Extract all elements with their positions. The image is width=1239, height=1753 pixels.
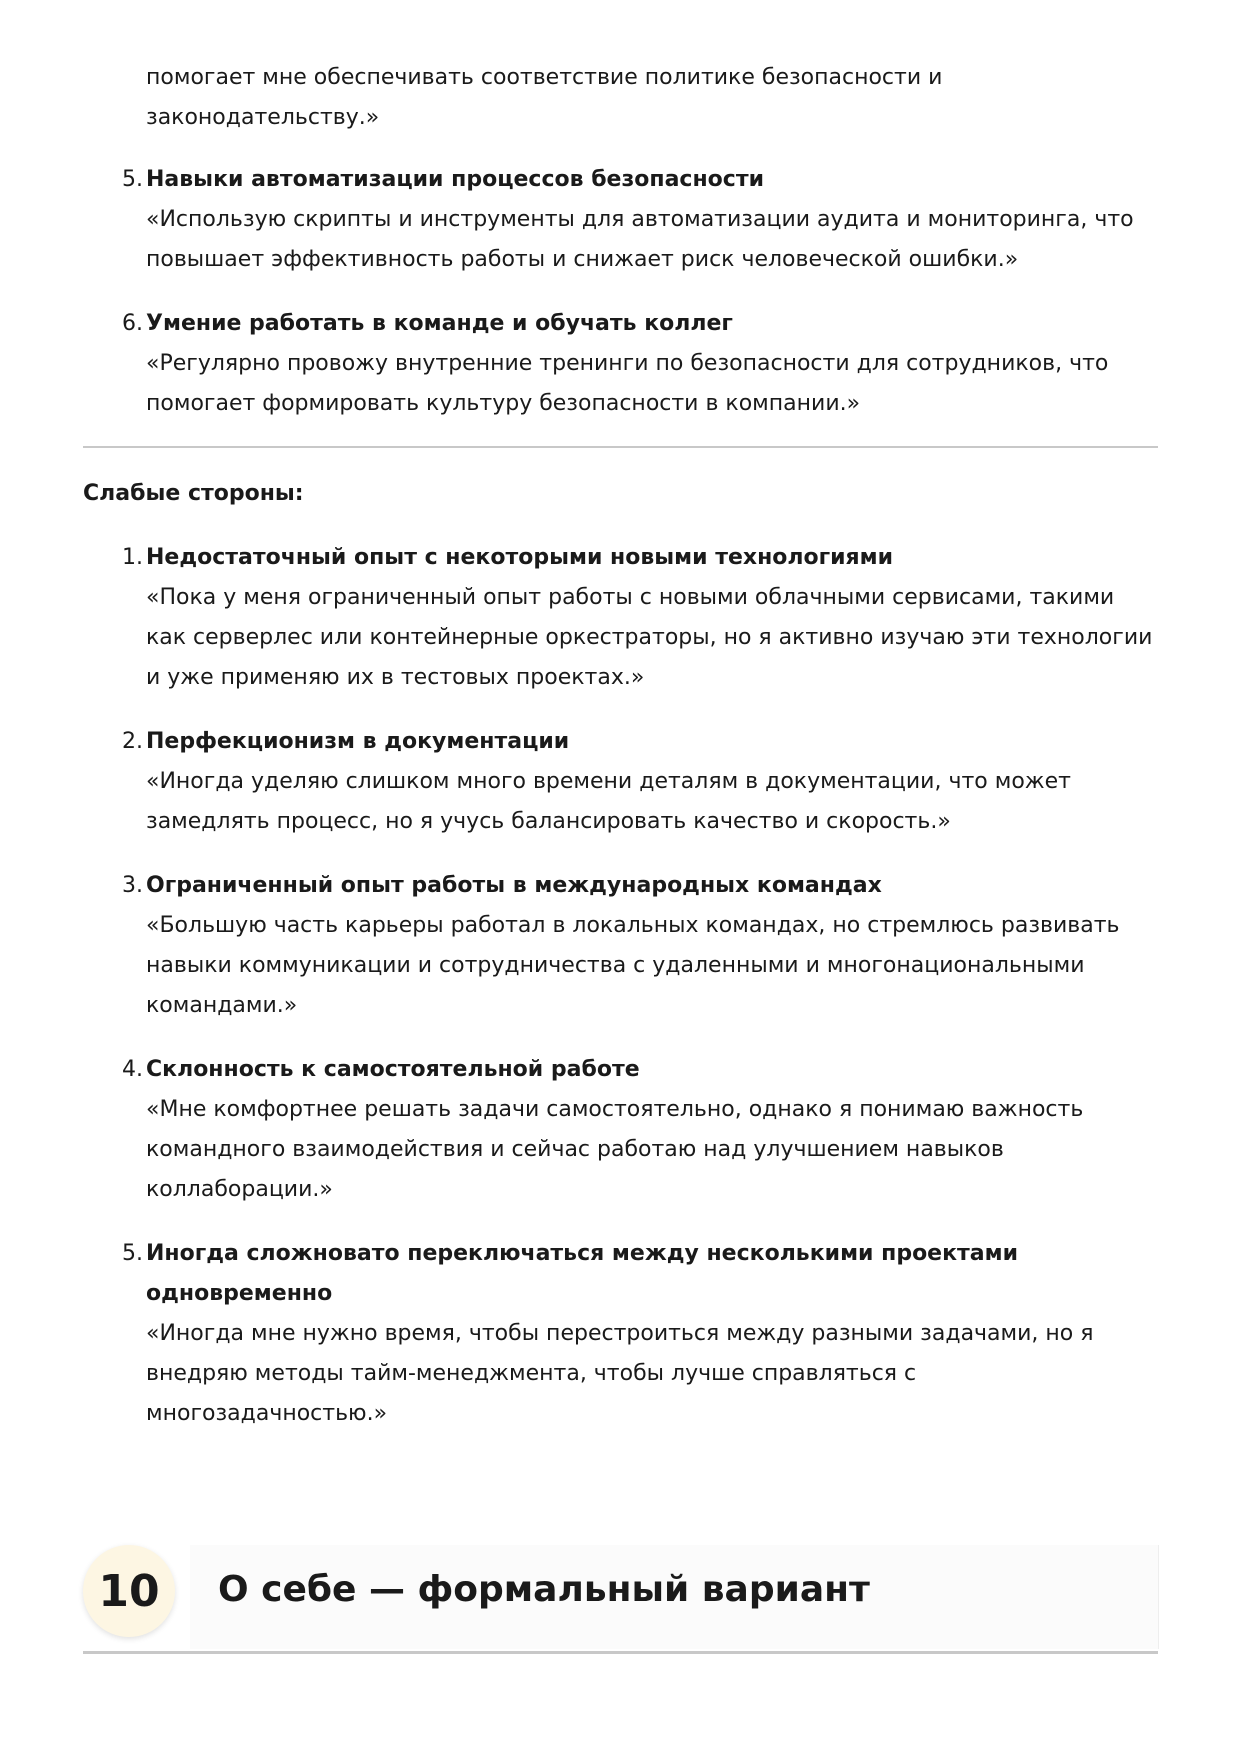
strength-item-6 bbox=[83, 304, 1158, 424]
item-title: Склонность к самостоятельной работе bbox=[146, 1057, 640, 1082]
item-text: «Регулярно провожу внутренние тренинги по безопасности для сотрудников, что помогает формировать культуру безопасности в компании.» bbox=[146, 351, 1109, 416]
item-number: 1. bbox=[122, 545, 143, 570]
item-number: 6. bbox=[122, 311, 143, 336]
item-number: 4. bbox=[122, 1057, 143, 1082]
item-title: Перфекционизм в документации bbox=[146, 729, 570, 754]
section-header-divider bbox=[83, 1651, 1158, 1654]
item-number: 5. bbox=[122, 1241, 143, 1266]
weaknesses-heading: Слабые стороны: bbox=[83, 481, 304, 506]
item-text: «Мне комфортнее решать задачи самостоятельно, однако я понимаю важность командного взаимодействия и сейчас работаю над улучшением навыков коллаборации.» bbox=[146, 1097, 1084, 1202]
weakness-item-3 bbox=[83, 866, 1158, 1026]
item-text: «Пока у меня ограниченный опыт работы с новыми облачными сервисами, такими как серверлес или контейнерные оркестраторы, но я активно изучаю эти технологии и уже применяю их в тестовых проектах.» bbox=[146, 585, 1153, 690]
item-text: «Иногда уделяю слишком много времени деталям в документации, что может замедлять процесс, но я учусь балансировать качество и скорость.» bbox=[146, 769, 1071, 834]
item-title: Навыки автоматизации процессов безопасности bbox=[146, 167, 764, 192]
weakness-item-4 bbox=[83, 1050, 1158, 1210]
item-number: 3. bbox=[122, 873, 143, 898]
item-text: «Использую скрипты и инструменты для автоматизации аудита и мониторинга, что повышает эффективность работы и снижает риск человеческой ошибки.» bbox=[146, 207, 1134, 272]
continued-paragraph: помогает мне обеспечивать соответствие политике безопасности и законодательству.» bbox=[146, 65, 943, 130]
item-text: «Иногда мне нужно время, чтобы перестроиться между разными задачами, но я внедряю методы тайм-менеджмента, чтобы лучше справляться с многозадачностью.» bbox=[146, 1321, 1094, 1426]
item-number: 2. bbox=[122, 729, 143, 754]
item-title: Умение работать в команде и обучать коллег bbox=[146, 311, 733, 336]
strength-item-5 bbox=[83, 160, 1158, 280]
weakness-item-5 bbox=[83, 1234, 1158, 1434]
item-number: 5. bbox=[122, 167, 143, 192]
item-title: Ограниченный опыт работы в международных командах bbox=[146, 873, 882, 898]
section-title: О себе — формальный вариант bbox=[218, 1569, 870, 1610]
item-text: «Большую часть карьеры работал в локальных командах, но стремлюсь развивать навыки коммуникации и сотрудничества с удаленными и многонациональными командами.» bbox=[146, 913, 1120, 1018]
weakness-item-2 bbox=[83, 722, 1158, 842]
document-page bbox=[83, 0, 1158, 1434]
section-number-badge: 10 bbox=[83, 1545, 175, 1637]
item-title: Недостаточный опыт с некоторыми новыми технологиями bbox=[146, 545, 894, 570]
weakness-item-1 bbox=[83, 538, 1158, 698]
item-title: Иногда сложновато переключаться между несколькими проектами одновременно bbox=[146, 1241, 1019, 1306]
